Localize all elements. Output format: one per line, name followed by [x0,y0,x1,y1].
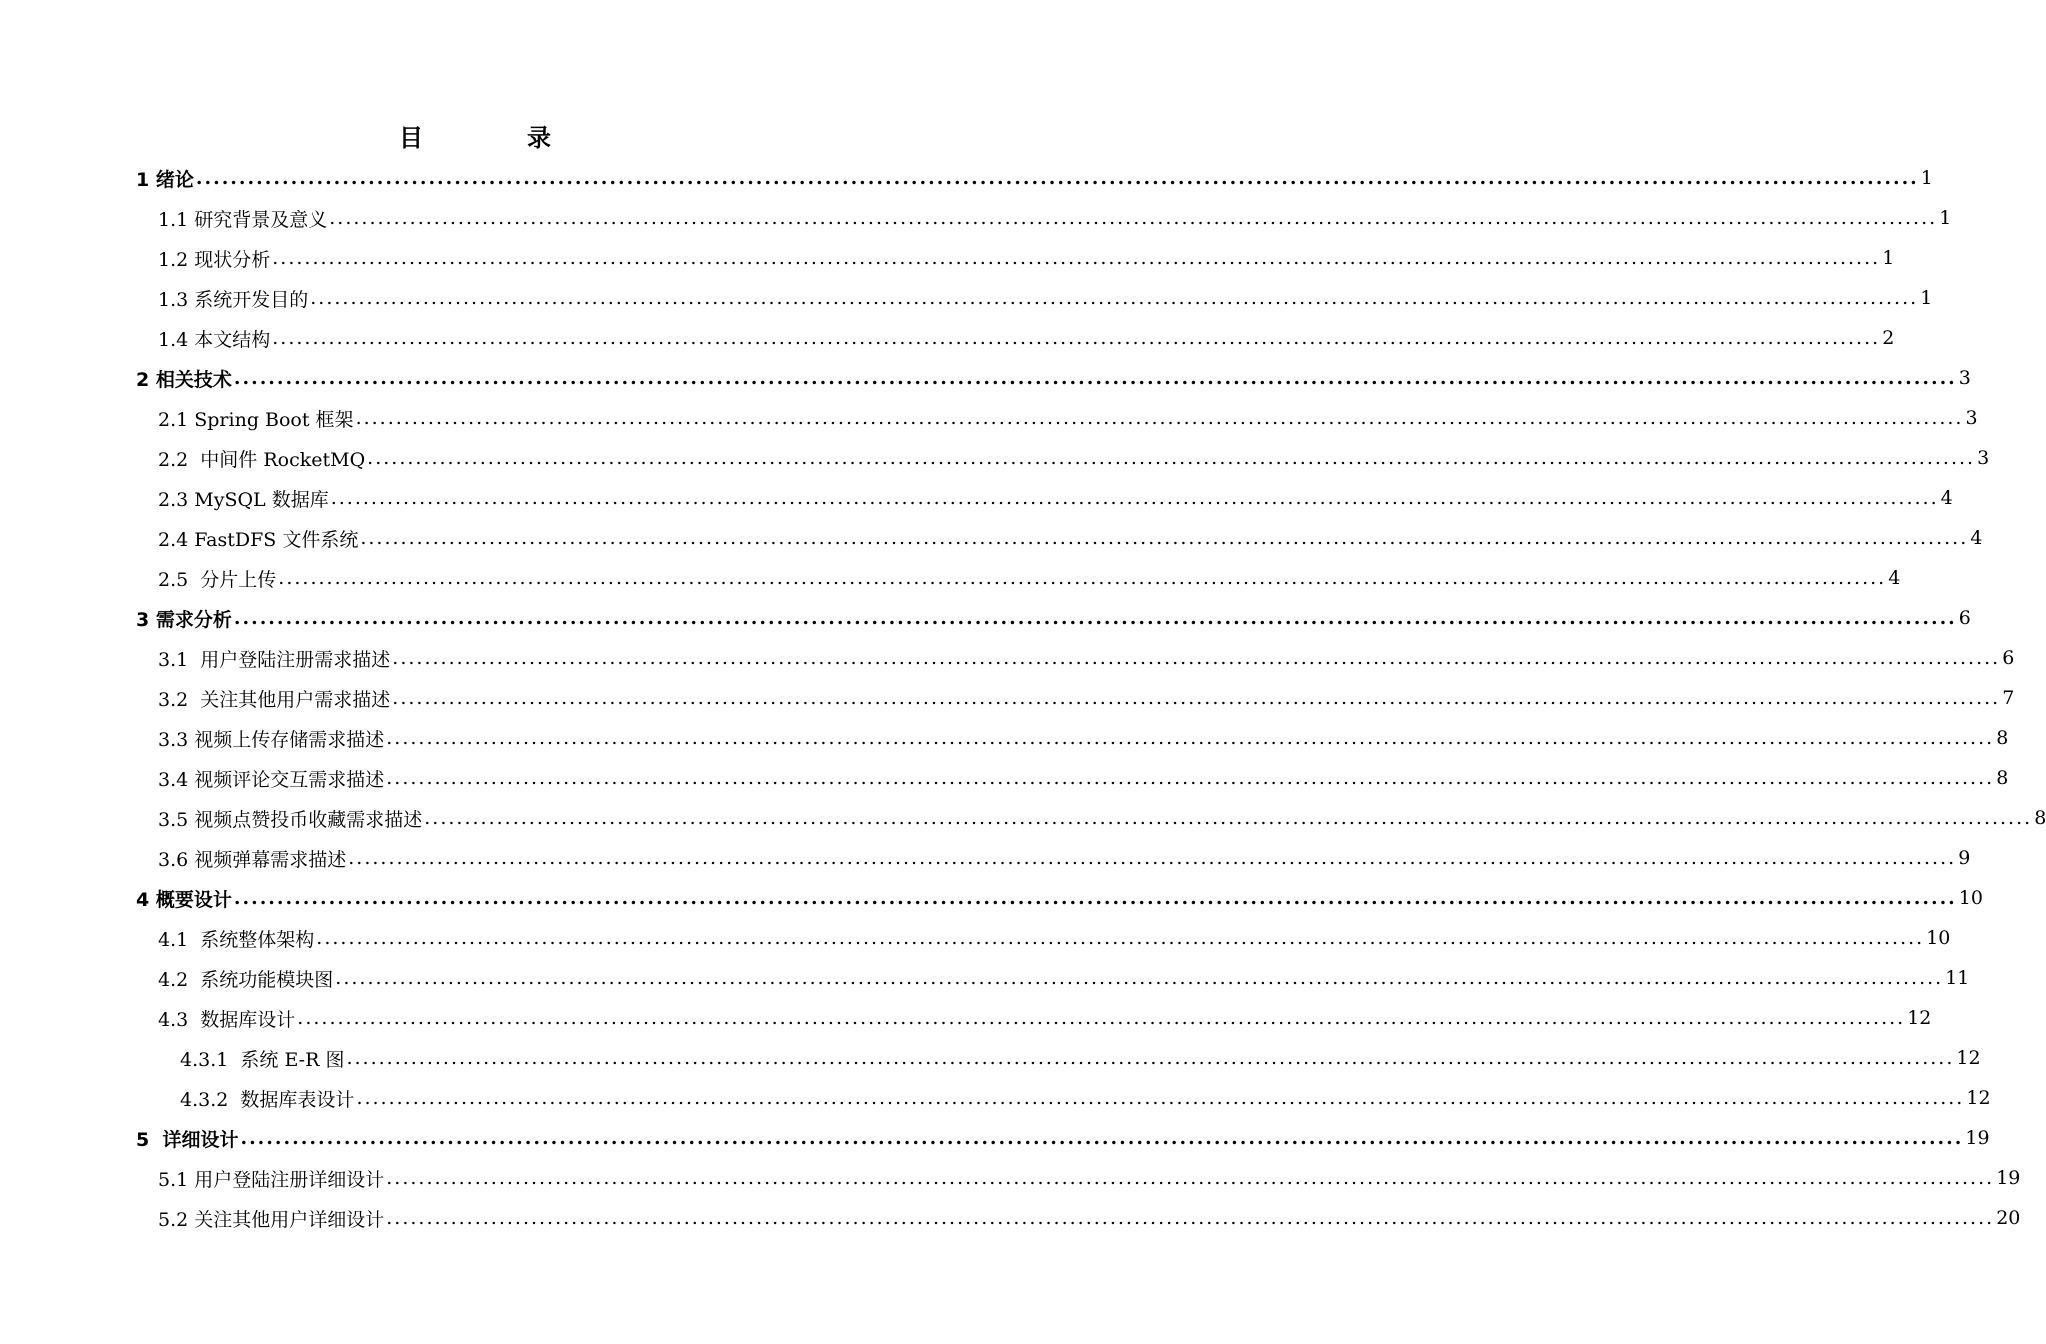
toc-entry-page: 3 [1965,407,1978,429]
toc-entry-page: 19 [1996,1167,2021,1189]
toc-entry-page: 1 [1920,167,1933,189]
toc-entry[interactable] [136,158,1933,198]
toc-dot-leader: ........................................................................................................................................................................................................ [386,727,1995,749]
toc-entry-label: 4.3 数据库设计 [158,1008,296,1031]
toc-entry[interactable] [158,238,1895,278]
toc-entry-page: 8 [1996,767,2009,789]
toc-entry[interactable] [158,838,1971,878]
toc-entry-label: 2.2 中间件 RocketMQ [158,448,366,471]
toc-entry-page: 10 [1926,927,1951,949]
toc-entry-page: 4 [1888,567,1901,589]
toc-dot-leader: ........................................................................................................................................................................................................ [348,847,1957,869]
toc-entry[interactable] [158,318,1895,358]
toc-entry[interactable] [158,1158,2021,1198]
toc-entry-page: 6 [2002,647,2015,669]
toc-entry-label: 3.1 用户登陆注册需求描述 [158,648,391,671]
toc-entry-label: 1.2 现状分析 [158,248,271,271]
toc-entry-label: 3 需求分析 [136,608,232,631]
toc-entry[interactable] [158,918,1951,958]
toc-entry[interactable] [180,1078,1991,1118]
toc-entry-page: 6 [1958,607,1971,629]
toc-entry-label: 4 概要设计 [136,888,232,911]
toc-dot-leader: ........................................................................................................................................................................................................ [330,487,1939,509]
toc-entry-label: 5.2 关注其他用户详细设计 [158,1208,385,1231]
toc-entry-page: 1 [1920,287,1933,309]
toc-entry[interactable] [158,718,2009,758]
toc-entry-page: 12 [1956,1047,1981,1069]
toc-entry[interactable] [136,878,1983,918]
toc-entry-page: 1 [1882,247,1895,269]
toc-entry-label: 2.5 分片上传 [158,568,277,591]
toc-dot-leader: ........................................................................................................................................................................................................ [329,207,1938,229]
toc-entry-page: 3 [1977,447,1990,469]
toc-dot-leader: ........................................................................................................................................................................................................ [356,1087,1965,1109]
toc-entry[interactable] [158,438,1990,478]
toc-dot-leader: ........................................................................................................................................................................................................ [278,567,1887,589]
toc-entry-label: 2 相关技术 [136,368,232,391]
toc-dot-leader: ........................................................................................................................................................................................................ [360,527,1969,549]
toc-dot-leader: ........................................................................................................................................................................................................ [346,1047,1955,1069]
toc-entry[interactable] [158,758,2009,798]
toc-entry-label: 4.3.2 数据库表设计 [180,1088,355,1111]
toc-entry[interactable] [158,1198,2021,1238]
toc-dot-leader: ........................................................................................................................................................................................................ [240,1127,1964,1149]
toc-entry[interactable] [158,958,1970,998]
toc-entry-label: 5 详细设计 [136,1128,239,1151]
toc-entry[interactable] [136,598,1971,638]
toc-entry[interactable] [158,478,1953,518]
toc-entry-label: 5.1 用户登陆注册详细设计 [158,1168,385,1191]
toc-entry[interactable] [158,678,2015,718]
toc-dot-leader: ........................................................................................................................................................................................................ [195,167,1919,189]
toc-entry-label: 3.2 关注其他用户需求描述 [158,688,391,711]
toc-entry[interactable] [158,998,1932,1038]
toc-entry-label: 2.1 Spring Boot 框架 [158,408,354,431]
toc-entry-label: 3.4 视频评论交互需求描述 [158,768,385,791]
toc-entry-page: 12 [1966,1087,1991,1109]
toc-entry[interactable] [136,358,1971,398]
toc-entry[interactable] [158,398,1978,438]
toc-dot-leader: ........................................................................................................................................................................................................ [335,967,1944,989]
toc-entry-page: 8 [2034,807,2046,829]
toc-dot-leader: ........................................................................................................................................................................................................ [386,1207,1995,1229]
toc-dot-leader: ........................................................................................................................................................................................................ [392,687,2001,709]
toc-entry-page: 2 [1882,327,1895,349]
toc-entry[interactable] [158,518,1983,558]
toc-entry-page: 10 [1958,887,1983,909]
toc-dot-leader: ........................................................................................................................................................................................................ [392,647,2001,669]
toc-entry-page: 4 [1970,527,1983,549]
toc-dot-leader: ........................................................................................................................................................................................................ [297,1007,1906,1029]
toc-entry-page: 8 [1996,727,2009,749]
toc-entry-label: 1.1 研究背景及意义 [158,208,328,231]
toc-entry[interactable] [180,1038,1981,1078]
toc-entry-label: 3.6 视频弹幕需求描述 [158,848,347,871]
toc-entry-label: 1.3 系统开发目的 [158,288,309,311]
toc-entry-label: 3.3 视频上传存储需求描述 [158,728,385,751]
toc-dot-leader: ........................................................................................................................................................................................................ [386,1167,1995,1189]
toc-dot-leader: ........................................................................................................................................................................................................ [424,807,2033,829]
toc-dot-leader: ........................................................................................................................................................................................................ [310,287,1919,309]
toc-entry-label: 2.4 FastDFS 文件系统 [158,528,359,551]
toc-entry-label: 1.4 本文结构 [158,328,271,351]
toc-entry-page: 3 [1958,367,1971,389]
toc-entry-page: 12 [1907,1007,1932,1029]
toc-dot-leader: ........................................................................................................................................................................................................ [272,247,1881,269]
toc-entry[interactable] [158,638,2015,678]
toc-dot-leader: ........................................................................................................................................................................................................ [386,767,1995,789]
toc-entry-label: 3.5 视频点赞投币收藏需求描述 [158,808,423,831]
toc-entry[interactable] [158,558,1901,598]
toc-entry-page: 7 [2002,687,2015,709]
toc-entry-label: 4.1 系统整体架构 [158,928,315,951]
toc-title: 目 录 [399,123,591,152]
toc-entry-label: 4.2 系统功能模块图 [158,968,334,991]
toc-entry[interactable] [136,1118,1990,1158]
toc-dot-leader: ........................................................................................................................................................................................................ [233,887,1957,909]
toc-entry-page: 20 [1996,1207,2021,1229]
toc-entry[interactable] [158,278,1933,318]
toc-entry[interactable] [158,198,1952,238]
toc-entry-page: 9 [1958,847,1971,869]
toc-entry-label: 1 绪论 [136,168,194,191]
toc-dot-leader: ........................................................................................................................................................................................................ [316,927,1925,949]
toc-entry-page: 11 [1945,967,1970,989]
toc-dot-leader: ........................................................................................................................................................................................................ [233,607,1957,629]
toc-entry-page: 19 [1965,1127,1990,1149]
toc-entry-page: 4 [1940,487,1953,509]
toc-entry-label: 4.3.1 系统 E-R 图 [180,1048,345,1071]
toc-dot-leader: ........................................................................................................................................................................................................ [272,327,1881,349]
toc-dot-leader: ........................................................................................................................................................................................................ [233,367,1957,389]
toc-dot-leader: ........................................................................................................................................................................................................ [355,407,1964,429]
toc-entry[interactable] [158,798,2046,838]
toc-dot-leader: ........................................................................................................................................................................................................ [367,447,1976,469]
toc-entry-page: 1 [1939,207,1952,229]
toc-entry-label: 2.3 MySQL 数据库 [158,488,329,511]
